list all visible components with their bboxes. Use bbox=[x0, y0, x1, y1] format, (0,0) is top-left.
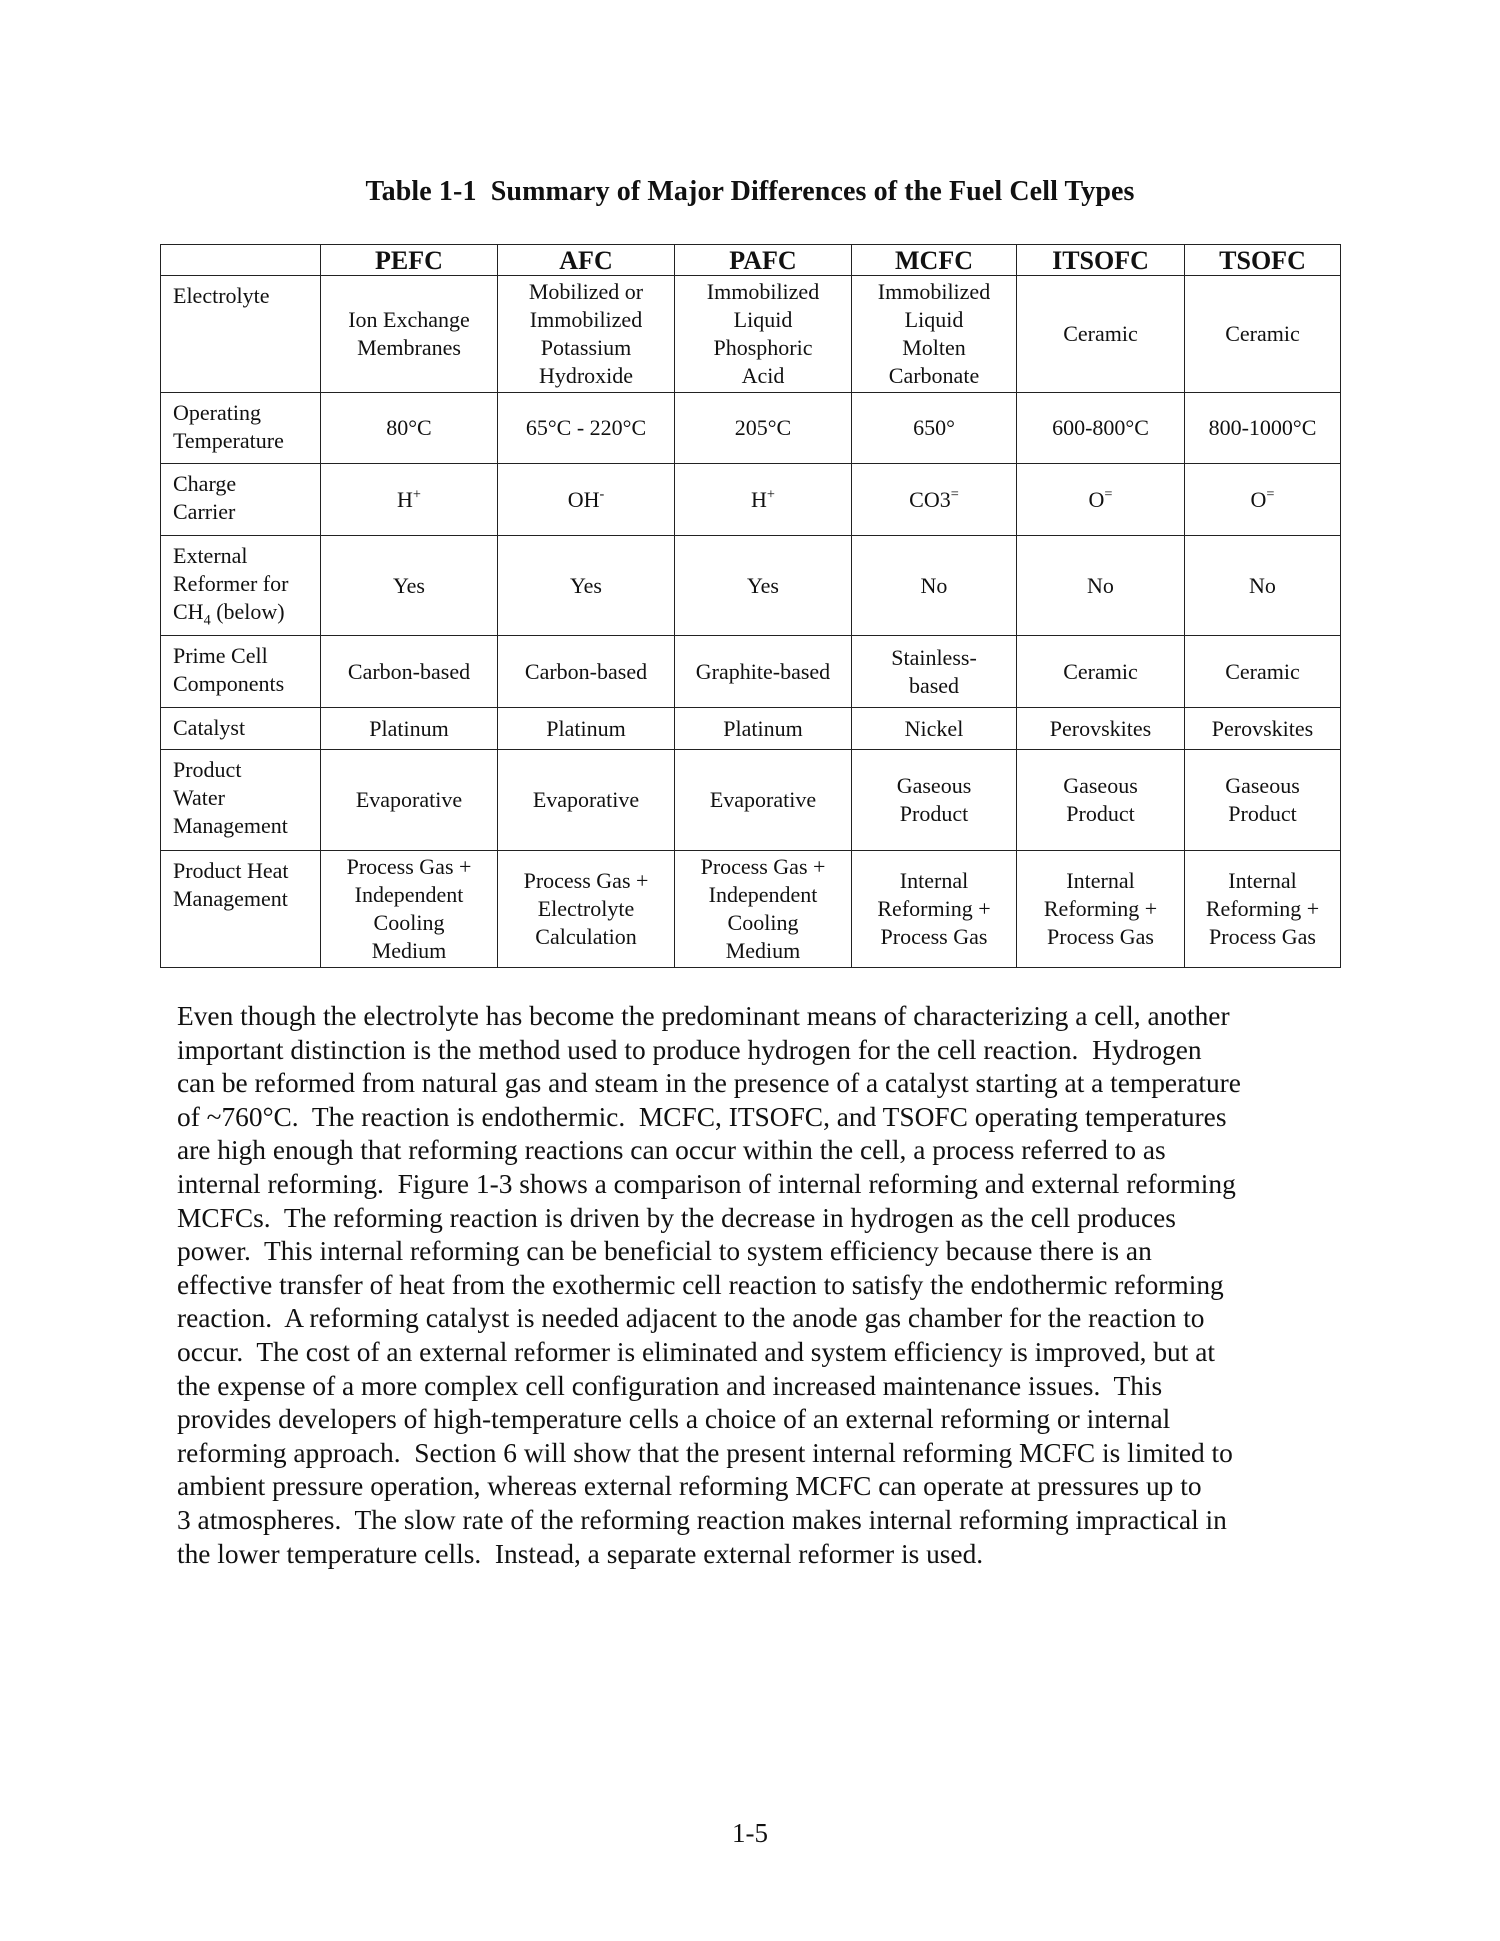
table-title: Table 1-1 Summary of Major Differences of the Fuel Cell Types bbox=[365, 176, 1135, 207]
table-cell bbox=[852, 464, 1017, 536]
table-cell bbox=[321, 536, 498, 636]
cell-text: Immobilized Liquid Phosphoric Acid bbox=[706, 279, 820, 388]
header-cell-pafc: PAFC bbox=[675, 245, 852, 276]
paragraph-line: the lower temperature cells. Instead, a separate external reformer is used. bbox=[177, 1538, 984, 1569]
ion-charge: = bbox=[1104, 486, 1113, 503]
table-cell bbox=[321, 393, 498, 464]
cell-text: Ceramic bbox=[1063, 321, 1138, 346]
fuel-cell-comparison-table bbox=[160, 244, 1341, 968]
cell-text: Process Gas + Electrolyte Calculation bbox=[523, 868, 649, 949]
table-cell bbox=[1185, 536, 1341, 636]
table-row-product-water-management bbox=[161, 750, 1341, 851]
cell-text: Carbon-based bbox=[524, 658, 648, 684]
header-cell-tsofc: TSOFC bbox=[1185, 245, 1341, 276]
row-label bbox=[161, 708, 321, 750]
table-cell bbox=[675, 851, 852, 968]
paragraph-line: can be reformed from natural gas and steam in the presence of a catalyst starting at a temperature bbox=[177, 1068, 1241, 1099]
cell-text: No bbox=[1087, 572, 1114, 598]
row-label bbox=[161, 851, 321, 968]
table-cell bbox=[1185, 464, 1341, 536]
formula-base: CH bbox=[173, 599, 204, 624]
row-label bbox=[161, 750, 321, 851]
paragraph-line: reaction. A reforming catalyst is needed adjacent to the anode gas chamber for the reaction to bbox=[177, 1303, 1205, 1334]
cell-text: Carbon-based bbox=[347, 658, 471, 684]
paragraph-line: of ~760°C. The reaction is endothermic. MCFC, ITSOFC, and TSOFC operating temperatures bbox=[177, 1101, 1227, 1132]
formula-subscript: 4 bbox=[203, 612, 211, 629]
row-label-text: External Reformer for bbox=[173, 543, 289, 596]
table-cell bbox=[1017, 851, 1185, 968]
cell-text: 205°C bbox=[734, 415, 792, 440]
table-cell bbox=[852, 750, 1017, 851]
cell-text: Evaporative bbox=[709, 787, 817, 812]
table-cell bbox=[852, 536, 1017, 636]
page-number: 1-5 bbox=[732, 1818, 768, 1848]
table-row-catalyst bbox=[161, 708, 1341, 750]
row-label bbox=[161, 536, 321, 636]
table-cell bbox=[675, 636, 852, 708]
cell-text: Graphite-based bbox=[695, 658, 831, 684]
cell-text: Nickel bbox=[904, 715, 964, 741]
body-paragraph bbox=[177, 1000, 1337, 1571]
header-cell-mcfc: MCFC bbox=[852, 245, 1017, 276]
ion-symbol: H bbox=[397, 486, 413, 512]
header-cell-itsofc: ITSOFC bbox=[1017, 245, 1185, 276]
paragraph-line: the expense of a more complex cell configuration and increased maintenance issues. This bbox=[177, 1370, 1163, 1401]
table-row-operating-temperature bbox=[161, 393, 1341, 464]
cell-text: Stainless- based bbox=[891, 644, 977, 698]
table-cell bbox=[675, 464, 852, 536]
table-cell bbox=[1017, 393, 1185, 464]
header-cell-afc: AFC bbox=[498, 245, 675, 276]
table-cell bbox=[321, 276, 498, 393]
row-label-text: Product Heat Management bbox=[173, 858, 289, 911]
table-row-charge-carrier bbox=[161, 464, 1341, 536]
cell-text: Ceramic bbox=[1225, 321, 1300, 346]
table-cell bbox=[321, 708, 498, 750]
ion-symbol: OH bbox=[567, 486, 600, 512]
table-cell bbox=[1185, 851, 1341, 968]
cell-text: Ceramic bbox=[1063, 658, 1138, 684]
table-cell bbox=[321, 464, 498, 536]
ion-symbol: CO3 bbox=[909, 486, 951, 512]
cell-text: Ceramic bbox=[1225, 658, 1300, 684]
cell-text: 650° bbox=[913, 415, 955, 440]
row-label-text: Prime Cell Components bbox=[173, 643, 285, 696]
row-label bbox=[161, 393, 321, 464]
table-cell bbox=[675, 750, 852, 851]
row-label bbox=[161, 464, 321, 536]
table-cell bbox=[321, 851, 498, 968]
table-cell bbox=[1017, 636, 1185, 708]
paragraph-line: effective transfer of heat from the exothermic cell reaction to satisfy the endothermic reforming bbox=[177, 1269, 1224, 1300]
header-cell-pefc: PEFC bbox=[321, 245, 498, 276]
cell-text: Immobilized Liquid Molten Carbonate bbox=[877, 279, 991, 388]
cell-text: Gaseous Product bbox=[1225, 773, 1300, 826]
table-cell bbox=[498, 851, 675, 968]
header-cell-empty bbox=[161, 245, 321, 276]
row-label-text: Electrolyte bbox=[173, 283, 270, 308]
ion-symbol: O bbox=[1088, 486, 1105, 512]
table-cell bbox=[852, 636, 1017, 708]
table-cell bbox=[1185, 750, 1341, 851]
table-cell bbox=[498, 708, 675, 750]
table-cell bbox=[852, 708, 1017, 750]
ion-charge: - bbox=[599, 486, 605, 503]
table-cell bbox=[675, 536, 852, 636]
formula-rest: (below) bbox=[210, 599, 285, 624]
cell-text: Ion Exchange Membranes bbox=[348, 307, 470, 360]
paragraph-line: 3 atmospheres. The slow rate of the reforming reaction makes internal reforming impractical in bbox=[177, 1504, 1227, 1535]
table-cell bbox=[1185, 636, 1341, 708]
paragraph-line: Even though the electrolyte has become the predominant means of characterizing a cell, another bbox=[177, 1001, 1230, 1031]
cell-text: 800-1000°C bbox=[1208, 415, 1317, 440]
table-cell bbox=[852, 393, 1017, 464]
table-cell bbox=[1017, 708, 1185, 750]
cell-text: No bbox=[920, 572, 948, 598]
cell-text: 600-800°C bbox=[1052, 415, 1149, 440]
ion-charge: = bbox=[950, 486, 959, 503]
cell-text: 80°C bbox=[386, 415, 432, 440]
row-label-text: Charge Carrier bbox=[173, 471, 237, 524]
cell-text: Gaseous Product bbox=[896, 773, 972, 826]
table-header-row bbox=[161, 245, 1341, 276]
cell-text: Process Gas + Independent Cooling Medium bbox=[700, 854, 826, 963]
row-label bbox=[161, 636, 321, 708]
cell-text: Evaporative bbox=[532, 787, 640, 812]
table-cell bbox=[1185, 393, 1341, 464]
table-cell bbox=[498, 536, 675, 636]
cell-text: Platinum bbox=[369, 715, 449, 741]
table-cell bbox=[852, 851, 1017, 968]
paragraph-line: are high enough that reforming reactions can occur within the cell, a process referred to as bbox=[177, 1135, 1166, 1166]
table-row-electrolyte bbox=[161, 276, 1341, 393]
table-row-product-heat-management bbox=[161, 851, 1341, 968]
table-cell bbox=[498, 464, 675, 536]
table-cell bbox=[675, 708, 852, 750]
table-cell bbox=[498, 750, 675, 851]
paragraph-line: provides developers of high-temperature cells a choice of an external reforming or internal bbox=[177, 1404, 1171, 1435]
paragraph-line: MCFCs. The reforming reaction is driven by the decrease in hydrogen as the cell produces bbox=[177, 1202, 1176, 1233]
cell-text: No bbox=[1249, 572, 1276, 598]
paragraph-line: important distinction is the method used to produce hydrogen for the cell reaction. Hydrogen bbox=[177, 1034, 1202, 1065]
cell-text: Perovskites bbox=[1049, 715, 1152, 741]
table-cell bbox=[498, 636, 675, 708]
paragraph-line: power. This internal reforming can be beneficial to system efficiency because there is an bbox=[177, 1236, 1152, 1267]
cell-text: Platinum bbox=[546, 715, 626, 741]
ion-symbol: H bbox=[751, 486, 767, 512]
table-cell bbox=[675, 276, 852, 393]
ion-charge: = bbox=[1266, 486, 1275, 503]
cell-text: Perovskites bbox=[1211, 715, 1314, 741]
ion-charge: + bbox=[412, 486, 421, 503]
cell-text: Process Gas + Independent Cooling Medium bbox=[346, 854, 472, 963]
cell-text: 65°C - 220°C bbox=[525, 415, 647, 440]
table-cell bbox=[1185, 276, 1341, 393]
table-cell bbox=[321, 636, 498, 708]
table-cell bbox=[1017, 276, 1185, 393]
ion-symbol: O bbox=[1250, 486, 1267, 512]
row-label bbox=[161, 276, 321, 393]
table-cell bbox=[1017, 464, 1185, 536]
cell-text: Yes bbox=[392, 572, 425, 598]
table-cell bbox=[321, 750, 498, 851]
table-cell bbox=[1017, 536, 1185, 636]
table-cell bbox=[498, 276, 675, 393]
table-row-external-reformer bbox=[161, 536, 1341, 636]
table-cell bbox=[498, 393, 675, 464]
cell-text: Yes bbox=[569, 572, 602, 598]
table-cell bbox=[675, 393, 852, 464]
cell-text: Mobilized or Immobilized Potassium Hydroxide bbox=[528, 279, 644, 388]
cell-text: Internal Reforming + Process Gas bbox=[877, 868, 991, 949]
table-cell bbox=[1017, 750, 1185, 851]
ion-charge: + bbox=[766, 486, 775, 503]
row-label-text: Catalyst bbox=[173, 715, 246, 740]
paragraph-line: internal reforming. Figure 1-3 shows a comparison of internal reforming and external reforming bbox=[177, 1168, 1236, 1199]
table-cell bbox=[1185, 708, 1341, 750]
paragraph-line: occur. The cost of an external reformer is eliminated and system efficiency is improved, but at bbox=[177, 1336, 1215, 1367]
cell-text: Yes bbox=[746, 572, 779, 598]
cell-text: Internal Reforming + Process Gas bbox=[1205, 868, 1320, 949]
row-label-text: Product Water Management bbox=[173, 757, 288, 838]
cell-text: Internal Reforming + Process Gas bbox=[1043, 868, 1158, 949]
row-label-text: Operating Temperature bbox=[173, 400, 284, 453]
cell-text: Platinum bbox=[723, 715, 803, 741]
table-row-prime-cell-components bbox=[161, 636, 1341, 708]
table-cell bbox=[852, 276, 1017, 393]
paragraph-line: reforming approach. Section 6 will show that the present internal reforming MCFC is limited to bbox=[177, 1437, 1233, 1468]
cell-text: Evaporative bbox=[355, 787, 463, 812]
cell-text: Gaseous Product bbox=[1063, 773, 1138, 826]
paragraph-line: ambient pressure operation, whereas external reforming MCFC can operate at pressures up to bbox=[177, 1471, 1202, 1502]
